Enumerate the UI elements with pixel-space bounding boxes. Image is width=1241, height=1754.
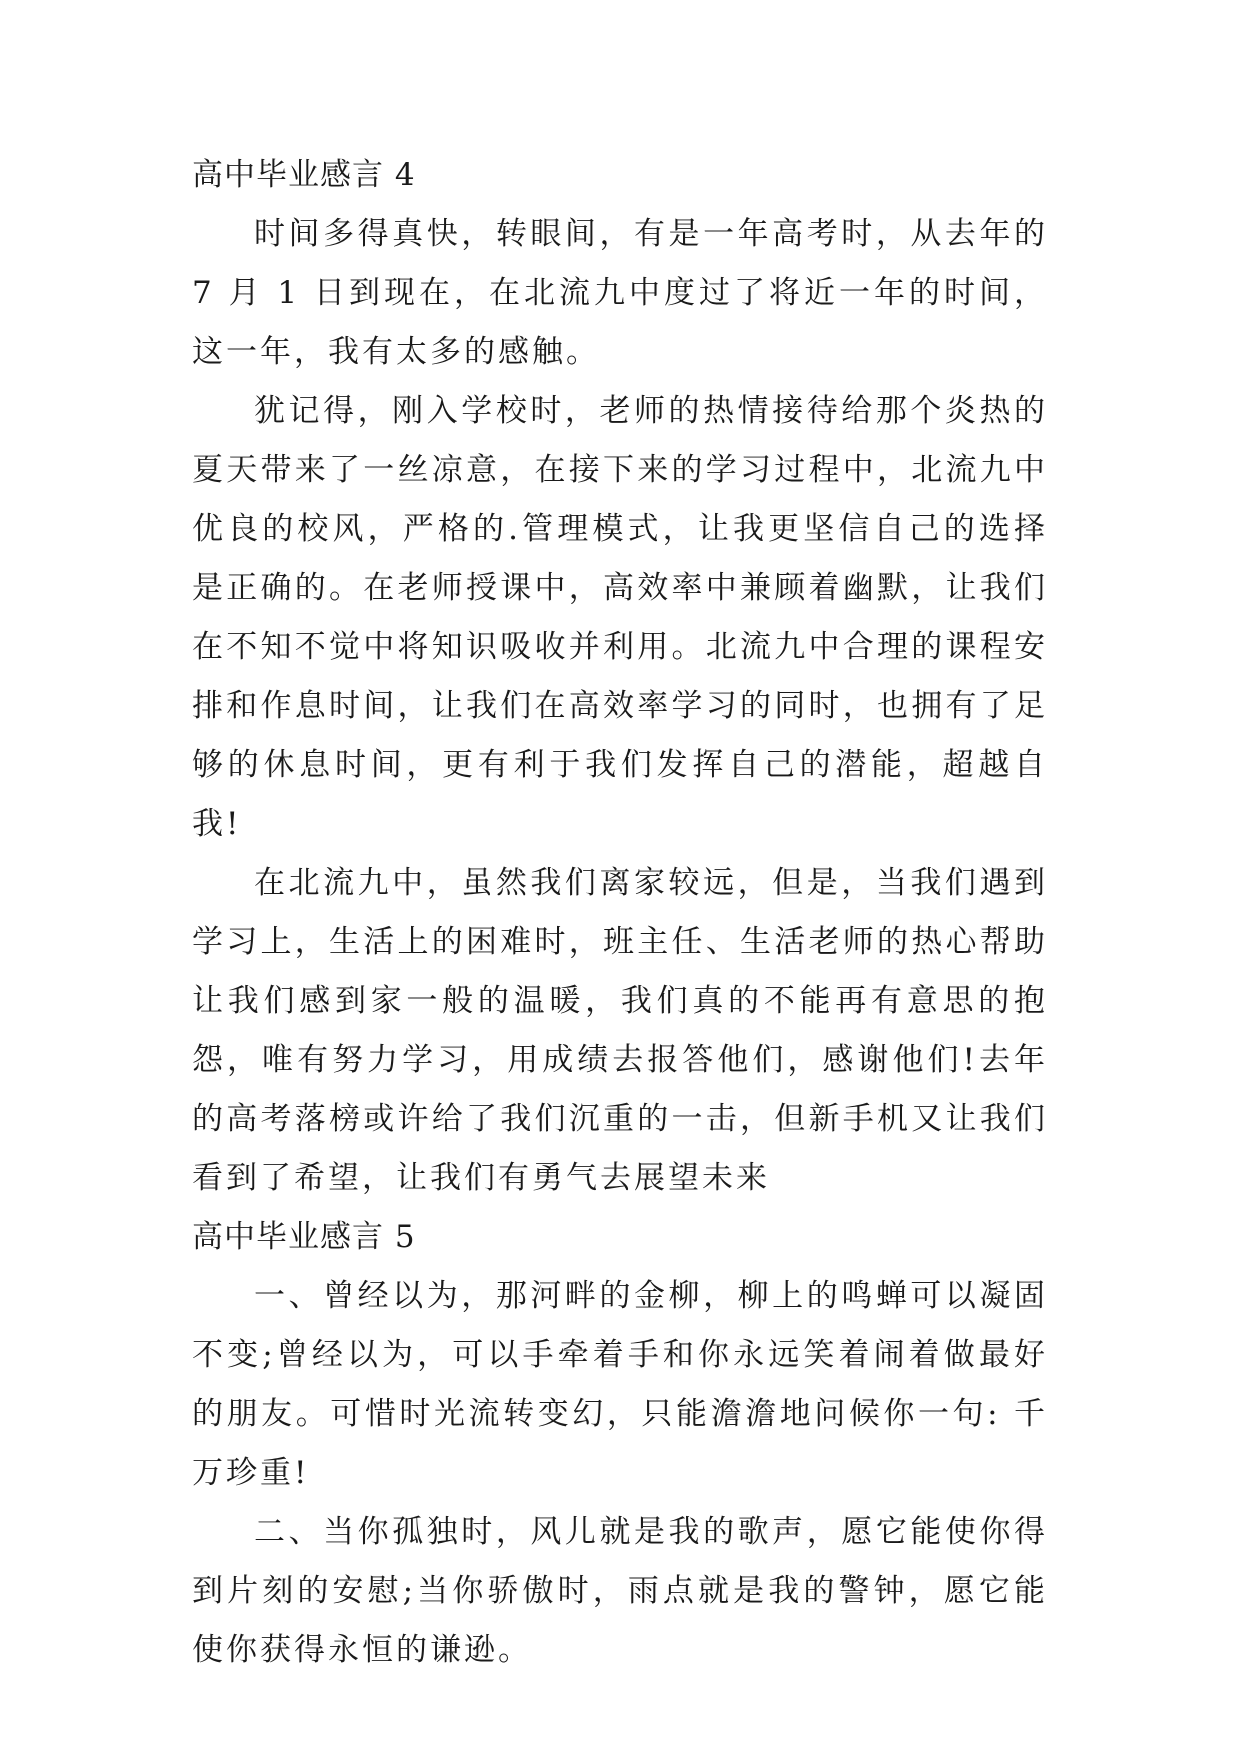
paragraph: 一、曾经以为，那河畔的金柳，柳上的鸣蝉可以凝固不变;曾经以为，可以手牵着手和你永远笑着闹着做最好的朋友。可惜时光流转变幻，只能澹澹地问候你一句: 千万珍重!: [192, 1278, 1048, 1491]
document-body: [192, 146, 1048, 1680]
paragraph: 犹记得，刚入学校时，老师的热情接待给那个炎热的夏天带来了一丝凉意，在接下来的学习过程中，北流九中优良的校风，严格的.管理模式，让我更坚信自己的选择是正确的。在老师授课中，高效率中兼顾着幽默，让我们在不知不觉中将知识吸收并利用。北流九中合理的课程安排和作息时间，让我们在高效率学习的同时，也拥有了足够的休息时间，更有利于我们发挥自己的潜能，超越自我!: [192, 393, 1048, 842]
paragraph: 在北流九中，虽然我们离家较远，但是，当我们遇到学习上，生活上的困难时，班主任、生活老师的热心帮助让我们感到家一般的温暖，我们真的不能再有意思的抱怨，唯有努力学习，用成绩去报答他们，感谢他们!去年的高考落榜或许给了我们沉重的一击，但新手机又让我们看到了希望，让我们有勇气去展望未来: [192, 865, 1048, 1196]
paragraph: 二、当你孤独时，风儿就是我的歌声，愿它能使你得到片刻的安慰;当你骄傲时，雨点就是我的警钟，愿它能使你获得永恒的谦逊。: [192, 1514, 1048, 1668]
paragraph: 时间多得真快，转眼间，有是一年高考时，从去年的 7 月 1 日到现在，在北流九中度过了将近一年的时间，这一年，我有太多的感触。: [192, 216, 1048, 370]
section-title-5: 高中毕业感言 5: [192, 1219, 416, 1255]
section-title-4: 高中毕业感言 4: [192, 157, 416, 193]
